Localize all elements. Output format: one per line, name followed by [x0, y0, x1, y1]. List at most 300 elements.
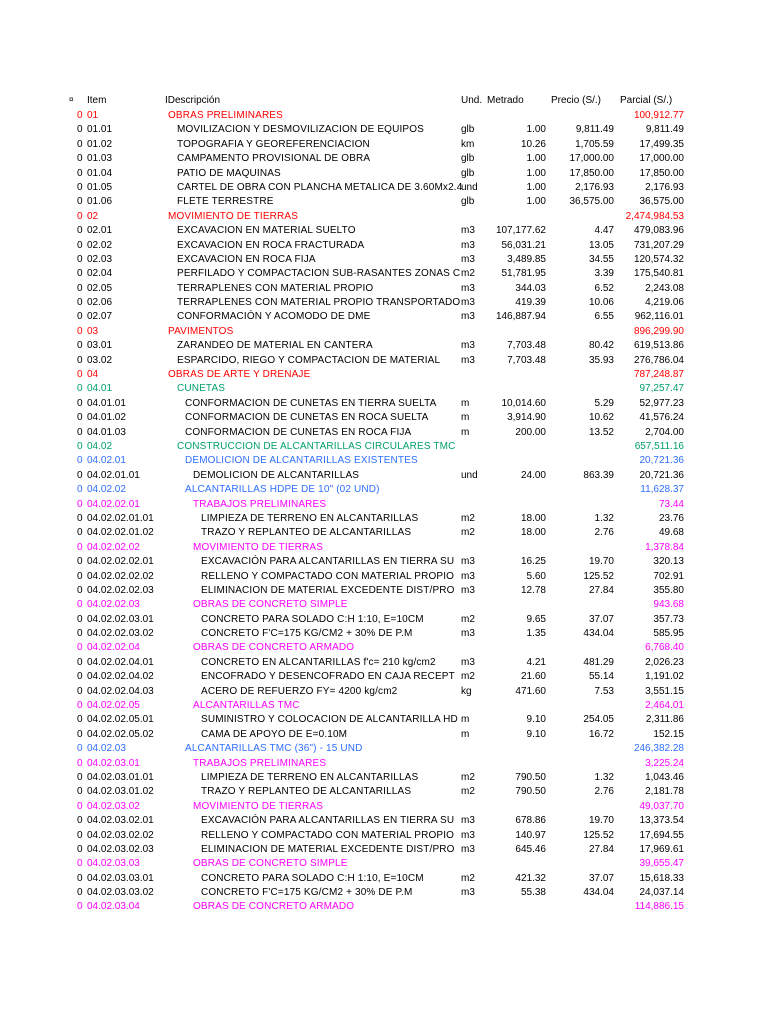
- cell-precio: 3.39: [594, 268, 614, 280]
- cell-item: 01.01: [87, 124, 113, 136]
- column-header-row: [0, 95, 768, 109]
- cell-item: 04.02.02.03.02: [87, 628, 154, 640]
- cell-parcial: 175,540.81: [633, 268, 684, 280]
- table-row: [0, 152, 768, 166]
- cell-parcial: 2,243.08: [645, 282, 684, 294]
- cell-desc: EXCAVACION EN ROCA FIJA: [177, 253, 316, 265]
- table-row: [0, 167, 768, 181]
- cell-parcial: 246,382.28: [633, 743, 684, 755]
- cell-parcial: 355.80: [653, 584, 684, 596]
- cell-z: 0: [77, 786, 83, 798]
- table-row: [0, 570, 768, 584]
- cell-parcial: 17,000.00: [639, 153, 684, 165]
- cell-precio: 10.06: [588, 297, 614, 309]
- cell-und: m3: [461, 225, 475, 237]
- cell-desc: CAMPAMENTO PROVISIONAL DE OBRA: [177, 153, 371, 165]
- cell-metrado: 3,489.85: [507, 253, 546, 265]
- table-row: [0, 670, 768, 684]
- cell-desc: EXCAVACION EN MATERIAL SUELTO: [177, 225, 356, 237]
- cell-und: m2: [461, 268, 475, 280]
- cell-parcial: 2,311.86: [645, 714, 684, 726]
- cell-z: 0: [77, 757, 83, 769]
- cell-und: m3: [461, 887, 475, 899]
- cell-precio: 6.55: [594, 311, 614, 323]
- cell-desc: ZARANDEO DE MATERIAL EN CANTERA: [177, 340, 373, 352]
- cell-metrado: 10.26: [520, 138, 546, 150]
- section-row: [0, 210, 768, 224]
- cell-parcial: 2,474,984.53: [625, 210, 684, 222]
- cell-desc: OBRAS DE CONCRETO ARMADO: [193, 642, 355, 654]
- cell-und: m3: [461, 253, 475, 265]
- cell-item: 04.01.01: [87, 397, 126, 409]
- cell-parcial: 787,248.87: [633, 369, 684, 381]
- cell-parcial: 120,574.32: [633, 253, 684, 265]
- table-row: [0, 627, 768, 641]
- cell-precio: 2.76: [594, 527, 614, 539]
- cell-precio: 2,176.93: [575, 181, 614, 193]
- cell-und: m3: [461, 570, 475, 582]
- cell-und: m2: [461, 512, 475, 524]
- cell-desc: CONFORMACION DE CUNETAS EN ROCA FIJA: [185, 426, 412, 438]
- cell-z: 0: [77, 570, 83, 582]
- cell-desc: RELLENO Y COMPACTADO CON MATERIAL PROPIO: [201, 570, 455, 582]
- cell-metrado: 107,177.62: [495, 225, 546, 237]
- cell-desc: ALCANTARILLAS TMC: [193, 700, 300, 712]
- table-row: [0, 656, 768, 670]
- cell-parcial: 320.13: [653, 556, 684, 568]
- cell-desc: CAMA DE APOYO DE E=0.10M: [201, 728, 348, 740]
- table-row: [0, 138, 768, 152]
- cell-z: 0: [77, 584, 83, 596]
- cell-precio: 863.39: [583, 469, 614, 481]
- cell-z: 0: [77, 325, 83, 337]
- header-und: Und.: [461, 95, 483, 106]
- cell-item: 04.02.02: [87, 484, 126, 496]
- cell-und: glb: [461, 153, 475, 165]
- table-row: [0, 354, 768, 368]
- cell-und: glb: [461, 124, 475, 136]
- cell-metrado: 10,014.60: [501, 397, 546, 409]
- cell-precio: 4.47: [594, 225, 614, 237]
- cell-item: 03.02: [87, 354, 113, 366]
- cell-metrado: 790.50: [515, 786, 546, 798]
- cell-z: 0: [77, 728, 83, 740]
- cell-parcial: 39,655.47: [639, 858, 684, 870]
- cell-z: 0: [77, 642, 83, 654]
- cell-item: 04.02.02.02: [87, 541, 140, 553]
- cell-desc: TRAZO Y REPLANTEO DE ALCANTARILLAS: [201, 786, 412, 798]
- cell-desc: CARTEL DE OBRA CON PLANCHA METALICA DE 3.60Mx2.4: [177, 181, 463, 193]
- cell-desc: PATIO DE MAQUINAS: [177, 167, 281, 179]
- cell-desc: MOVIMIENTO DE TIERRAS: [193, 800, 324, 812]
- cell-parcial: 943.68: [653, 599, 684, 611]
- cell-item: 01: [87, 110, 99, 121]
- cell-parcial: 2,181.78: [645, 786, 684, 798]
- cell-desc: ELIMINACION DE MATERIAL EXCEDENTE DIST/PRO: [201, 843, 455, 855]
- cell-item: 04.02.03.02.03: [87, 843, 154, 855]
- cell-desc: MOVIMIENTO DE TIERRAS: [193, 541, 324, 553]
- cell-parcial: 36,575.00: [639, 196, 684, 208]
- cell-item: 01.06: [87, 196, 113, 208]
- cell-und: m2: [461, 613, 475, 625]
- cell-parcial: 2,464.01: [645, 700, 684, 712]
- cell-z: 0: [77, 484, 83, 496]
- cell-desc: DEMOLICION DE ALCANTARILLAS: [193, 469, 360, 481]
- cell-desc: PERFILADO Y COMPACTACION SUB-RASANTES ZONAS C: [177, 268, 461, 280]
- cell-item: 04.02.03.02.01: [87, 815, 154, 827]
- cell-z: 0: [77, 311, 83, 323]
- cell-z: 0: [77, 426, 83, 438]
- cell-desc: CONSTRUCCION DE ALCANTARILLAS CIRCULARES TMC: [177, 440, 456, 452]
- section-row: [0, 800, 768, 814]
- cell-desc: CONCRETO PARA SOLADO C:H 1:10, E=10CM: [201, 613, 424, 625]
- table-row: [0, 282, 768, 296]
- cell-und: m3: [461, 297, 475, 309]
- cell-metrado: 678.86: [515, 815, 546, 827]
- cell-z: 0: [77, 455, 83, 467]
- cell-parcial: 9,811.49: [645, 124, 684, 136]
- cell-item: 02: [87, 210, 99, 222]
- cell-z: 0: [77, 354, 83, 366]
- cell-z: 0: [77, 110, 83, 121]
- cell-item: 04.02.02.01: [87, 498, 140, 510]
- cell-desc: ALCANTARILLAS HDPE DE 10" (02 UND): [185, 484, 380, 496]
- cell-precio: 19.70: [588, 815, 614, 827]
- cell-z: 0: [77, 800, 83, 812]
- cell-item: 04.02.02.01.01: [87, 512, 154, 524]
- cell-z: 0: [77, 369, 83, 381]
- cell-desc: SUMINISTRO Y COLOCACION DE ALCANTARILLA HD: [201, 714, 458, 726]
- cell-parcial: 97,257.47: [639, 383, 684, 395]
- cell-precio: 434.04: [583, 628, 614, 640]
- table-row: [0, 253, 768, 267]
- cell-parcial: 114,886.15: [634, 901, 684, 913]
- cell-parcial: 73.44: [658, 498, 684, 510]
- cell-metrado: 1.00: [526, 124, 546, 136]
- cell-metrado: 645.46: [515, 843, 546, 855]
- cell-parcial: 23.76: [658, 512, 684, 524]
- cell-precio: 1,705.59: [575, 138, 614, 150]
- cell-parcial: 49.68: [658, 527, 684, 539]
- cell-parcial: 52,977.23: [639, 397, 684, 409]
- cell-item: 01.05: [87, 181, 113, 193]
- cell-item: 02.03: [87, 253, 113, 265]
- cell-parcial: 6,768.40: [645, 642, 684, 654]
- cell-und: und: [461, 469, 478, 481]
- cell-z: 0: [77, 124, 83, 136]
- cell-parcial: 731,207.29: [633, 239, 684, 251]
- cell-z: 0: [77, 469, 83, 481]
- cell-desc: OBRAS DE CONCRETO SIMPLE: [193, 599, 348, 611]
- cell-metrado: 24.00: [520, 469, 546, 481]
- cell-metrado: 18.00: [520, 527, 546, 539]
- cell-metrado: 471.60: [515, 685, 546, 697]
- table-row: [0, 195, 768, 209]
- cell-item: 04.02.02.02.03: [87, 584, 154, 596]
- cell-z: 0: [77, 685, 83, 697]
- table-row: [0, 397, 768, 411]
- section-row: [0, 857, 768, 871]
- cell-und: m2: [461, 527, 475, 539]
- cell-metrado: 1.00: [526, 167, 546, 179]
- cell-z: 0: [77, 743, 83, 755]
- cell-metrado: 9.10: [526, 714, 546, 726]
- cell-z: 0: [77, 815, 83, 827]
- cell-z: 0: [77, 628, 83, 640]
- cell-z: 0: [77, 498, 83, 510]
- cell-item: 04.01.03: [87, 426, 126, 438]
- cell-und: m3: [461, 340, 475, 352]
- cell-metrado: 9.10: [526, 728, 546, 740]
- cell-z: 0: [77, 210, 83, 222]
- cell-precio: 27.84: [588, 584, 614, 596]
- cell-metrado: 55.38: [520, 887, 546, 899]
- cell-item: 01.04: [87, 167, 113, 179]
- cell-precio: 2.76: [594, 786, 614, 798]
- cell-z: 0: [77, 253, 83, 265]
- cell-parcial: 896,299.90: [633, 325, 684, 337]
- cell-item: 04.02.02.04.02: [87, 671, 154, 683]
- cell-und: m: [461, 426, 470, 438]
- cell-z: 0: [77, 887, 83, 899]
- cell-parcial: 11,628.37: [640, 484, 684, 496]
- cell-metrado: 51,781.95: [501, 268, 546, 280]
- cell-parcial: 585.95: [653, 628, 684, 640]
- cell-item: 03.01: [87, 340, 113, 352]
- cell-z: 0: [77, 556, 83, 568]
- cell-und: m2: [461, 786, 475, 798]
- cell-item: 04: [87, 369, 99, 381]
- cell-item: 04.02.03.03.01: [87, 872, 154, 884]
- cell-desc: OBRAS DE ARTE Y DRENAJE: [168, 369, 311, 381]
- cell-desc: CUNETAS: [177, 383, 226, 395]
- section-row: [0, 598, 768, 612]
- table-row: [0, 310, 768, 324]
- cell-z: 0: [77, 167, 83, 179]
- cell-z: 0: [77, 843, 83, 855]
- cell-metrado: 146,887.94: [495, 311, 546, 323]
- cell-item: 02.04: [87, 268, 113, 280]
- cell-z: 0: [77, 397, 83, 409]
- cell-z: 0: [77, 297, 83, 309]
- table-row: [0, 785, 768, 799]
- cell-item: 04.01.02: [87, 412, 126, 424]
- cell-und: m2: [461, 771, 475, 783]
- cell-desc: ALCANTARILLAS TMC (36") - 15 UND: [185, 743, 363, 755]
- cell-z: 0: [77, 901, 83, 913]
- cell-item: 04.02.03.01.02: [87, 786, 154, 798]
- cell-z: 0: [77, 239, 83, 251]
- table-row: [0, 267, 768, 281]
- cell-precio: 1.32: [594, 771, 614, 783]
- cell-desc: PAVIMENTOS: [168, 325, 234, 337]
- cell-z: 0: [77, 268, 83, 280]
- section-row: [0, 368, 768, 382]
- cell-parcial: 619,513.86: [633, 340, 684, 352]
- cell-parcial: 15,618.33: [639, 872, 684, 884]
- cell-parcial: 2,176.93: [645, 181, 684, 193]
- cell-z: 0: [77, 153, 83, 165]
- cell-metrado: 344.03: [515, 282, 546, 294]
- table-row: [0, 411, 768, 425]
- cell-desc: LIMPIEZA DE TERRENO EN ALCANTARILLAS: [201, 512, 419, 524]
- table-row: [0, 555, 768, 569]
- cell-precio: 35.93: [588, 354, 614, 366]
- cell-item: 04.02.02.01.02: [87, 527, 154, 539]
- cell-item: 04.02.01.01: [87, 469, 140, 481]
- cell-precio: 17,850.00: [569, 167, 614, 179]
- cell-parcial: 49,037.70: [639, 800, 684, 812]
- cell-item: 04.02.02.04: [87, 642, 140, 654]
- section-row: [0, 109, 768, 123]
- cell-parcial: 657,511.16: [634, 440, 684, 452]
- cell-parcial: 20,721.36: [639, 469, 684, 481]
- cell-precio: 27.84: [588, 843, 614, 855]
- cell-item: 02.05: [87, 282, 113, 294]
- cell-precio: 7.53: [594, 685, 614, 697]
- cell-desc: OBRAS PRELIMINARES: [168, 110, 283, 121]
- cell-und: glb: [461, 196, 475, 208]
- table-row: [0, 123, 768, 137]
- cell-precio: 17,000.00: [569, 153, 614, 165]
- cell-metrado: 419.39: [515, 297, 546, 309]
- cell-item: 01.03: [87, 153, 113, 165]
- table-row: [0, 829, 768, 843]
- section-row: [0, 483, 768, 497]
- section-row: [0, 641, 768, 655]
- cell-metrado: 7,703.48: [507, 354, 546, 366]
- cell-item: 04.02.02.03.01: [87, 613, 154, 625]
- table-row: [0, 526, 768, 540]
- cell-z: 0: [77, 181, 83, 193]
- cell-metrado: 1.00: [526, 181, 546, 193]
- cell-parcial: 962,116.01: [634, 311, 684, 323]
- cell-precio: 434.04: [583, 887, 614, 899]
- cell-item: 04.02.03.03: [87, 858, 140, 870]
- table-row: [0, 771, 768, 785]
- cell-parcial: 100,912.77: [633, 110, 684, 121]
- cell-z: 0: [77, 656, 83, 668]
- table-row: [0, 728, 768, 742]
- cell-precio: 36,575.00: [569, 196, 614, 208]
- cell-desc: EXCAVACION EN ROCA FRACTURADA: [177, 239, 365, 251]
- cell-precio: 80.42: [588, 340, 614, 352]
- cell-item: 04.02.03.02.02: [87, 829, 154, 841]
- cell-precio: 254.05: [583, 714, 614, 726]
- cell-item: 03: [87, 325, 99, 337]
- cell-metrado: 9.65: [526, 613, 546, 625]
- cell-precio: 13.05: [588, 239, 614, 251]
- cell-metrado: 1.35: [526, 628, 546, 640]
- cell-parcial: 702.91: [653, 570, 684, 582]
- cell-desc: DEMOLICION DE ALCANTARILLAS EXISTENTES: [185, 455, 418, 467]
- cell-metrado: 16.25: [520, 556, 546, 568]
- cell-desc: ELIMINACION DE MATERIAL EXCEDENTE DIST/PRO: [201, 584, 455, 596]
- cell-precio: 34.55: [588, 253, 614, 265]
- cell-desc: RELLENO Y COMPACTADO CON MATERIAL PROPIO: [201, 829, 455, 841]
- cell-desc: TOPOGRAFIA Y GEOREFERENCIACION: [177, 138, 370, 150]
- cell-parcial: 20,721.36: [639, 455, 684, 467]
- cell-und: m3: [461, 556, 475, 568]
- cell-desc: CONFORMACION DE CUNETAS EN TIERRA SUELTA: [185, 397, 437, 409]
- cell-item: 02.06: [87, 297, 113, 309]
- cell-precio: 10.62: [588, 412, 614, 424]
- cell-und: m3: [461, 239, 475, 251]
- cell-desc: CONFORMACION DE CUNETAS EN ROCA SUELTA: [185, 412, 429, 424]
- cell-item: 04.02.02.02.02: [87, 570, 154, 582]
- table-row: [0, 339, 768, 353]
- cell-item: 04.02.03.01: [87, 757, 140, 769]
- cell-z: 0: [77, 196, 83, 208]
- cell-und: kg: [461, 685, 472, 697]
- cell-desc: TRABAJOS PRELIMINARES: [193, 498, 327, 510]
- cell-metrado: 18.00: [520, 512, 546, 524]
- cell-metrado: 1.00: [526, 153, 546, 165]
- cell-precio: 19.70: [588, 556, 614, 568]
- cell-z: 0: [77, 541, 83, 553]
- table-row: [0, 872, 768, 886]
- cell-parcial: 357.73: [653, 613, 684, 625]
- cell-desc: MOVIMIENTO DE TIERRAS: [168, 210, 299, 222]
- cell-parcial: 17,850.00: [639, 167, 684, 179]
- cell-parcial: 13,373.54: [639, 815, 684, 827]
- cell-z: 0: [77, 771, 83, 783]
- cell-z: 0: [77, 872, 83, 884]
- cell-z: 0: [77, 599, 83, 611]
- cell-desc: CONFORMACIÓN Y ACOMODO DE DME: [177, 311, 371, 323]
- table-row: [0, 814, 768, 828]
- cell-precio: 55.14: [588, 671, 614, 683]
- cell-precio: 125.52: [583, 570, 614, 582]
- cell-metrado: 12.78: [520, 584, 546, 596]
- cell-und: m3: [461, 843, 475, 855]
- cell-item: 04.02.03.02: [87, 800, 140, 812]
- cell-item: 04.02.03.03.02: [87, 887, 154, 899]
- table-row: [0, 181, 768, 195]
- cell-desc: LIMPIEZA DE TERRENO EN ALCANTARILLAS: [201, 771, 419, 783]
- header-item: Item: [87, 95, 107, 106]
- cell-desc: FLETE TERRESTRE: [177, 196, 274, 208]
- cell-z: 0: [77, 527, 83, 539]
- cell-parcial: 2,026.23: [645, 656, 684, 668]
- cell-desc: CONCRETO F'C=175 KG/CM2 + 30% DE P.M: [201, 628, 413, 640]
- cell-desc: ACERO DE REFUERZO FY= 4200 kg/cm2: [201, 685, 398, 697]
- table-row: [0, 426, 768, 440]
- cell-parcial: 3,551.15: [645, 685, 684, 697]
- cell-z: 0: [77, 700, 83, 712]
- cell-und: km: [461, 138, 475, 150]
- cell-und: m2: [461, 671, 475, 683]
- section-row: [0, 757, 768, 771]
- cell-item: 04.02: [87, 440, 113, 452]
- cell-precio: 9,811.49: [575, 124, 614, 136]
- cell-precio: 13.52: [588, 426, 614, 438]
- header-metrado: Metrado: [487, 95, 524, 106]
- cell-z: 0: [77, 282, 83, 294]
- cell-und: m3: [461, 628, 475, 640]
- cell-precio: 37.07: [588, 613, 614, 625]
- cell-und: und: [461, 181, 478, 193]
- cell-parcial: 479,083.96: [633, 225, 684, 237]
- section-row: [0, 440, 768, 454]
- cell-parcial: 4,219.06: [645, 297, 684, 309]
- cell-z: 0: [77, 412, 83, 424]
- cell-parcial: 17,499.35: [639, 138, 684, 150]
- cell-und: glb: [461, 167, 475, 179]
- section-row: [0, 454, 768, 468]
- cell-precio: 481.29: [583, 656, 614, 668]
- cell-item: 04.02.03.04: [87, 901, 140, 913]
